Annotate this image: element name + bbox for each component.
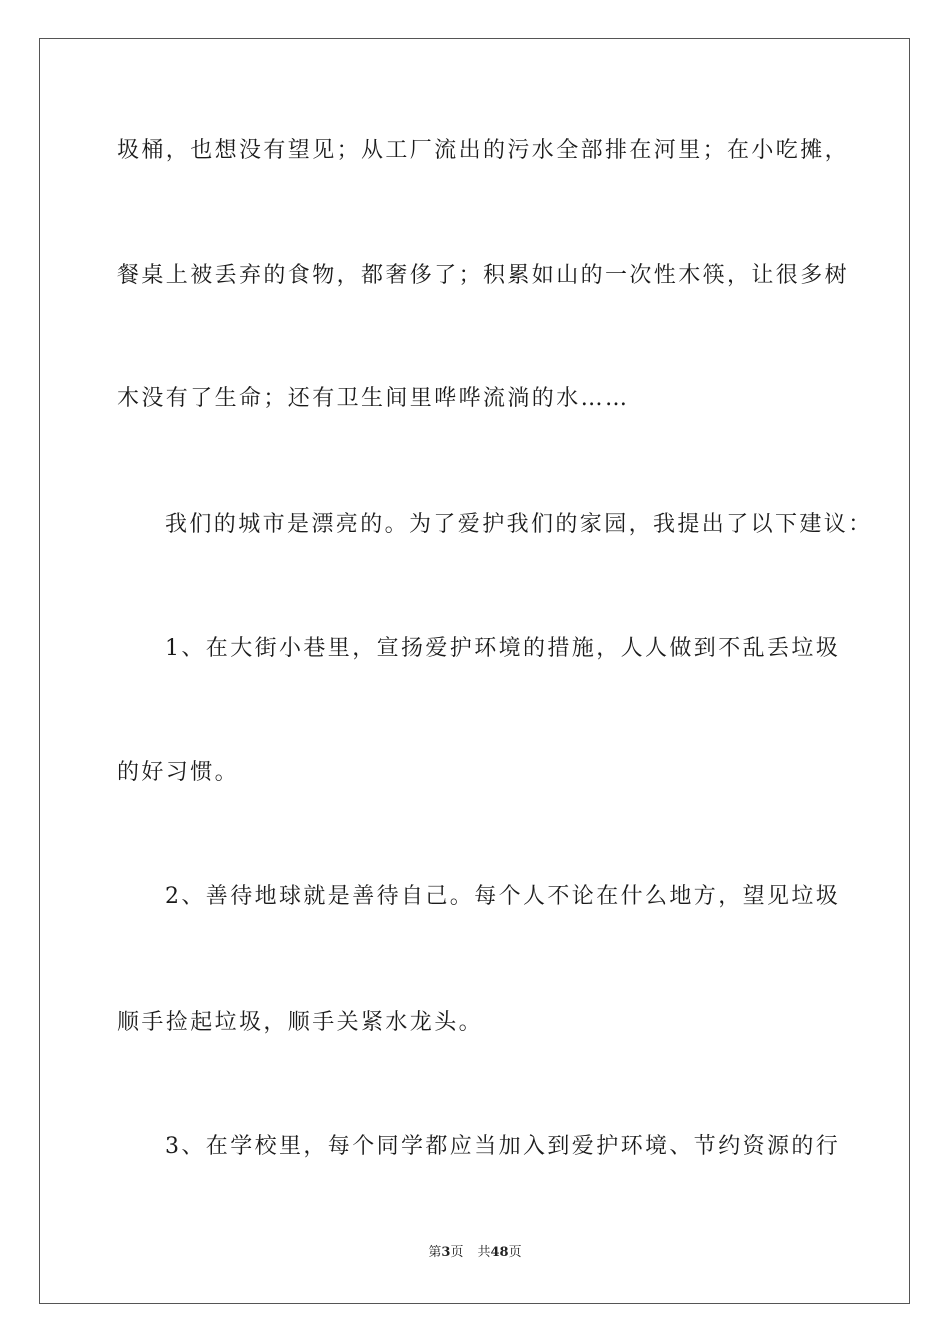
body-line-3: 木没有了生命；还有卫生间里哗哗流淌的水…… xyxy=(117,386,630,411)
total-prefix: 共 xyxy=(477,1245,491,1260)
total-pages: 48 xyxy=(490,1245,509,1260)
suggestion-2-line-2: 顺手捡起垃圾，顺手关紧水龙头。 xyxy=(117,1010,484,1035)
page-suffix: 页 xyxy=(450,1245,464,1260)
suggestion-3-line-1: 3、在学校里，每个同学都应当加入到爱护环境、节约资源的行 xyxy=(165,1134,841,1159)
page-border xyxy=(39,38,910,1304)
suggestion-2-line-1: 2、善待地球就是善待自己。每个人不论在什么地方，望见垃圾 xyxy=(165,884,841,909)
body-line-2: 餐桌上被丢弃的食物，都奢侈了；积累如山的一次性木筷，让很多树 xyxy=(117,263,850,288)
paragraph-intro: 我们的城市是漂亮的。为了爱护我们的家园，我提出了以下建议： xyxy=(165,512,873,537)
body-line-1: 圾桶，也想没有望见；从工厂流出的污水全部排在河里；在小吃摊， xyxy=(117,138,850,163)
suggestion-1-line-2: 的好习惯。 xyxy=(117,760,240,785)
page-number: 3 xyxy=(441,1245,451,1260)
page-footer xyxy=(0,1244,950,1262)
page-prefix: 第 xyxy=(428,1245,442,1260)
suggestion-1-line-1: 1、在大街小巷里，宣扬爱护环境的措施，人人做到不乱丢垃圾 xyxy=(165,636,841,661)
total-suffix: 页 xyxy=(508,1245,522,1260)
